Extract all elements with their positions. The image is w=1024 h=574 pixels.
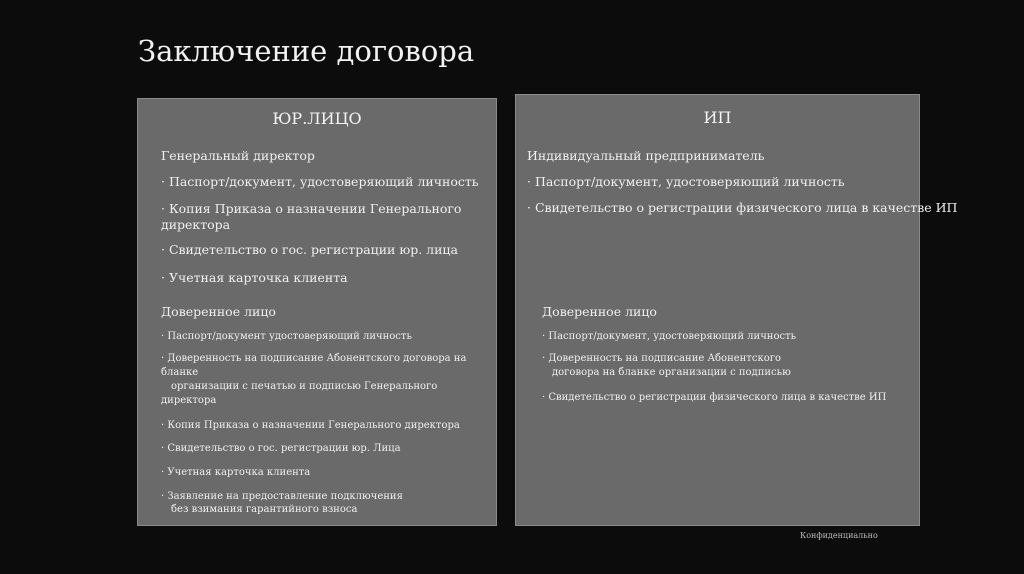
ip-proxy-label: Доверенное лицо <box>542 304 657 319</box>
proxy-item-power-of-attorney-cont: организации с печатью и подписью Генерального директора <box>161 381 438 406</box>
proxy-item-application: · Заявление на предоставление подключения <box>161 491 403 502</box>
proxy-item-power-of-attorney: · Доверенность на подписание Абонентского договора на бланке <box>161 353 467 378</box>
director-item-order-copy: · Копия Приказа о назначении Генерального директора <box>161 201 462 232</box>
director-item-passport: · Паспорт/документ, удостоверяющий личность <box>161 174 479 189</box>
entrepreneur-item-passport: · Паспорт/документ, удостоверяющий личность <box>527 174 845 189</box>
entrepreneur-heading: ИП <box>703 108 732 127</box>
entrepreneur-item-registration: · Свидетельство о регистрации физического лица в качестве ИП <box>527 200 958 215</box>
legal-entity-heading: ЮР.ЛИЦО <box>272 109 362 128</box>
ip-proxy-item-power-of-attorney-cont: договора на бланке организации с подписью <box>552 367 791 378</box>
proxy-item-application-cont: без взимания гарантийного взноса <box>171 504 358 515</box>
slide-title: Заключение договора <box>138 34 475 68</box>
director-item-registration: · Свидетельство о гос. регистрации юр. лица <box>161 242 458 257</box>
ip-proxy-item-passport: · Паспорт/документ, удостоверяющий личность <box>542 331 797 342</box>
proxy-item-registration: · Свидетельство о гос. регистрации юр. Лица <box>161 443 401 454</box>
proxy-item-client-card: · Учетная карточка клиента <box>161 467 311 478</box>
confidential-note: Конфиденциально <box>800 531 878 540</box>
director-item-client-card: · Учетная карточка клиента <box>161 270 348 285</box>
ip-proxy-item-power-of-attorney: · Доверенность на подписание Абонентского <box>542 353 781 364</box>
entrepreneur-panel <box>515 94 958 526</box>
entrepreneur-label: Индивидуальный предприниматель <box>527 148 765 163</box>
proxy-item-order-copy: · Копия Приказа о назначении Генерального директора <box>161 420 460 431</box>
proxy-label: Доверенное лицо <box>161 304 276 319</box>
legal-entity-panel <box>137 98 497 526</box>
ip-proxy-item-registration: · Свидетельство о регистрации физического лица в качестве ИП <box>542 392 887 403</box>
proxy-item-passport: · Паспорт/документ удостоверяющий личность <box>161 331 412 342</box>
director-label: Генеральный директор <box>161 148 315 163</box>
